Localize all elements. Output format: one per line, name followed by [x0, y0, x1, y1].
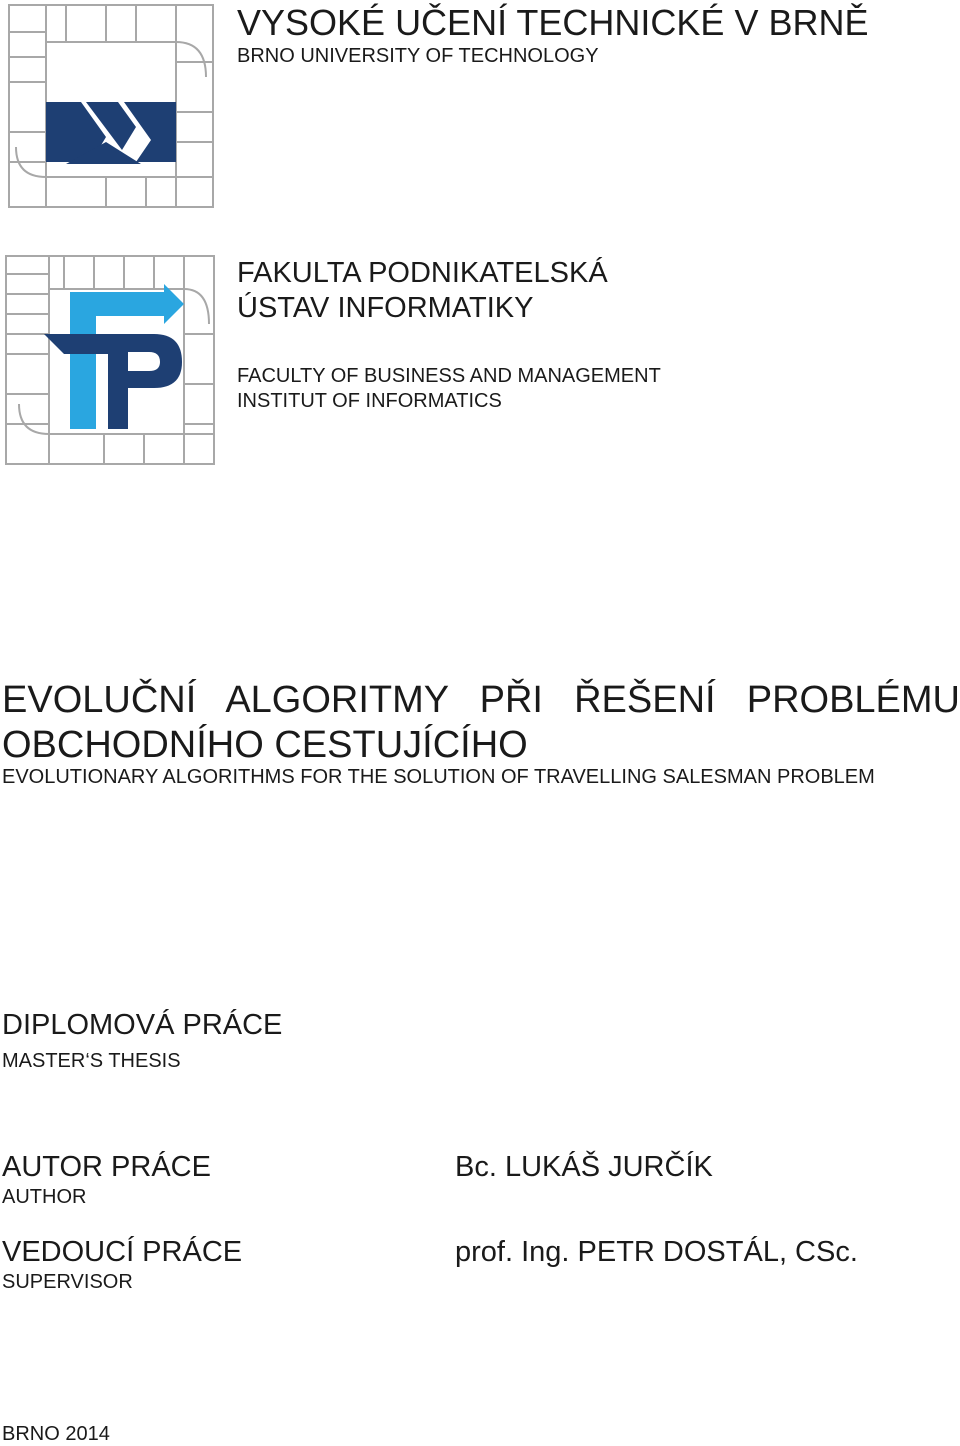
university-logo-icon: [6, 2, 216, 210]
supervisor-label-cz: VEDOUCÍ PRÁCE: [2, 1236, 243, 1268]
faculty-line2-en: INSTITUT OF INFORMATICS: [237, 390, 502, 412]
thesis-title-en: EVOLUTIONARY ALGORITHMS FOR THE SOLUTION OF TRAVELLING SALESMAN PROBLEM: [2, 766, 875, 788]
faculty-line1-en: FACULTY OF BUSINESS AND MANAGEMENT: [237, 365, 661, 387]
faculty-line2-cz: ÚSTAV INFORMATIKY: [237, 292, 534, 324]
thesis-title-cz-line2: OBCHODNÍHO CESTUJÍCÍHO: [2, 724, 528, 766]
thesis-type-en: MASTER‘S THESIS: [2, 1050, 181, 1072]
thesis-type-cz: DIPLOMOVÁ PRÁCE: [2, 1009, 283, 1041]
faculty-logo-icon: [4, 254, 218, 468]
author-name: Bc. LUKÁŠ JURČÍK: [455, 1151, 713, 1183]
supervisor-label-en: SUPERVISOR: [2, 1271, 133, 1293]
place-year: BRNO 2014: [2, 1423, 110, 1445]
thesis-title-cz-line1: EVOLUČNÍ ALGORITMY PŘI ŘEŠENÍ PROBLÉMU: [2, 679, 960, 721]
faculty-name-cz: [237, 256, 608, 326]
university-name-en: BRNO UNIVERSITY OF TECHNOLOGY: [237, 45, 599, 67]
supervisor-name: prof. Ing. PETR DOSTÁL, CSc.: [455, 1236, 858, 1268]
author-label-cz: AUTOR PRÁCE: [2, 1151, 211, 1183]
thesis-title-cz: [2, 678, 960, 768]
author-label-en: AUTHOR: [2, 1186, 87, 1208]
faculty-name-en: [237, 364, 661, 414]
university-name-cz: VYSOKÉ UČENÍ TECHNICKÉ V BRNĚ: [237, 2, 869, 43]
faculty-line1-cz: FAKULTA PODNIKATELSKÁ: [237, 257, 608, 289]
